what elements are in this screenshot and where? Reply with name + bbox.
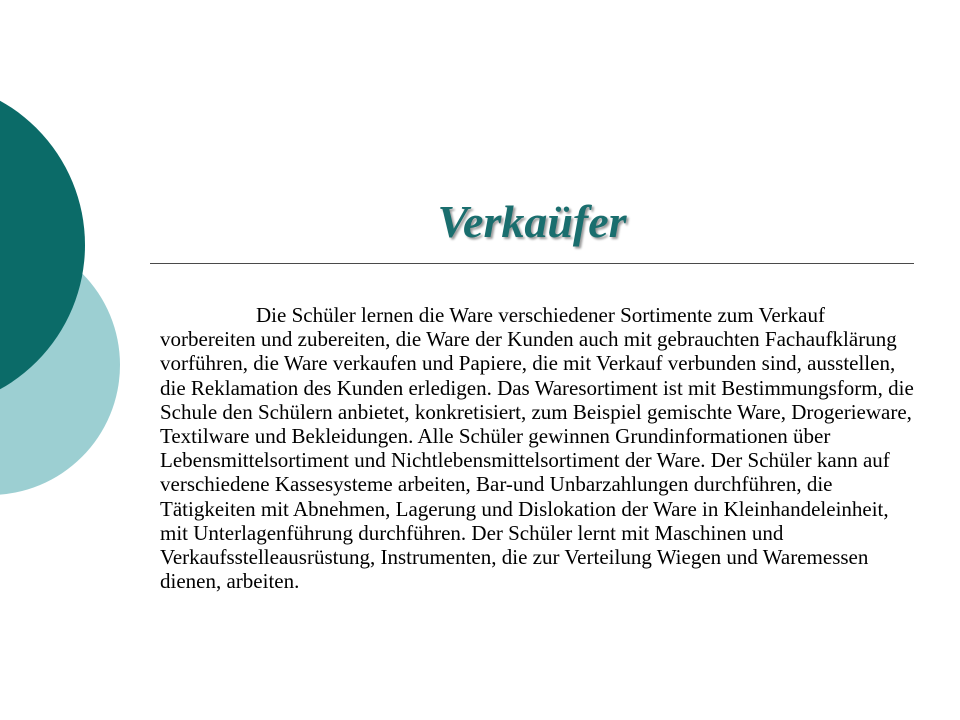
slide-body-text: Die Schüler lernen die Ware verschiedener Sortimente zum Verkauf vorbereiten und zubereiten, die Ware der Kunden auch mit gebrauchten Fachaufklärung vorführen, die Ware verkaufen und Papiere, die mit Verkauf verbunden sind, ausstellen, die Reklamation des Kunden erledigen. Das Waresortiment ist mit Bestimmungsform, die Schule den Schülern anbietet, konkretisiert, zum Beispiel gemischte Ware, Drogerieware, Textilware und Bekleidungen. Alle Schüler gewinnen Grundinformationen über Lebensmittelsortiment und Nichtlebensmittelsortiment der Ware. Der Schüler kann auf verschiedene Kassesysteme arbeiten, Bar-und Unbarzahlungen durchführen, die Tätigkeiten mit Abnehmen, Lagerung und Dislokation der Ware in Kleinhandeleinheit, mit Unterlagenführung durchführen. Der Schüler lernt mit Maschinen und Verkaufsstelleausrüstung, Instrumenten, die zur Verteilung Wiegen und Waremessen dienen, arbeiten.	[160, 303, 914, 594]
slide-title: Verkaüfer	[437, 196, 627, 247]
title-divider	[150, 263, 914, 264]
